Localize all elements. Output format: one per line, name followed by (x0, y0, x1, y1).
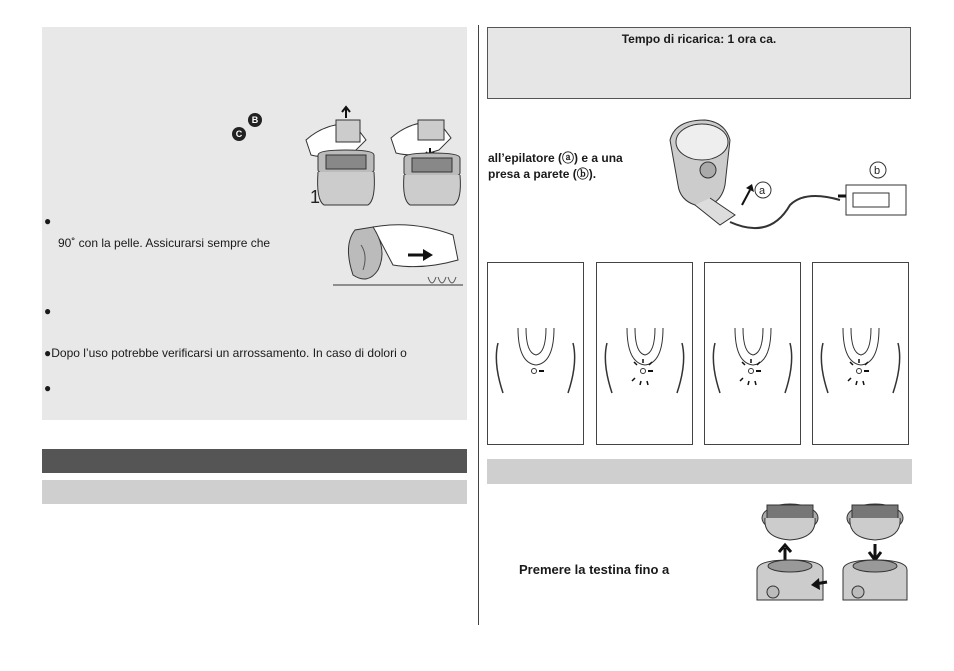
label-a: a (759, 185, 766, 197)
epilating-illustration (333, 215, 463, 290)
bullet-3: ● (44, 381, 52, 395)
label-b: b (874, 165, 881, 177)
charge-time-box (487, 27, 911, 99)
subsection-heading-bar (42, 480, 467, 504)
indicator-panel-3 (704, 262, 801, 445)
section-heading-bar (42, 449, 467, 473)
column-divider (478, 25, 479, 625)
angle-paragraph: 90˚ con la pelle. Assicurarsi sempre che (58, 236, 271, 250)
charge-time-text: Tempo di ricarica: 1 ora ca. (621, 32, 777, 46)
connect-text-1: all’epilatore (ⓐ) e a una (488, 151, 623, 165)
cap-removal-illustration (296, 100, 461, 205)
right-section-heading-bar (487, 459, 912, 484)
press-head-text: Premere la testina fino a (519, 562, 670, 577)
after-use-paragraph: ●Dopo l’uso potrebbe verificarsi un arrossamento. In caso di dolori o (44, 346, 407, 360)
marker-c-icon: C (232, 127, 246, 141)
bullet-1: ● (44, 214, 52, 228)
indicator-panel-2 (596, 262, 693, 445)
connect-text-2: presa a parete (ⓑ). (488, 167, 597, 181)
charging-illustration (650, 110, 915, 250)
indicator-panel-4 (812, 262, 909, 445)
marker-b-icon: B (248, 113, 262, 127)
bullet-2: ● (44, 304, 52, 318)
indicator-panel-1 (487, 262, 584, 445)
head-attach-illustration (745, 500, 915, 600)
figure-number-1: 1 (310, 187, 321, 207)
